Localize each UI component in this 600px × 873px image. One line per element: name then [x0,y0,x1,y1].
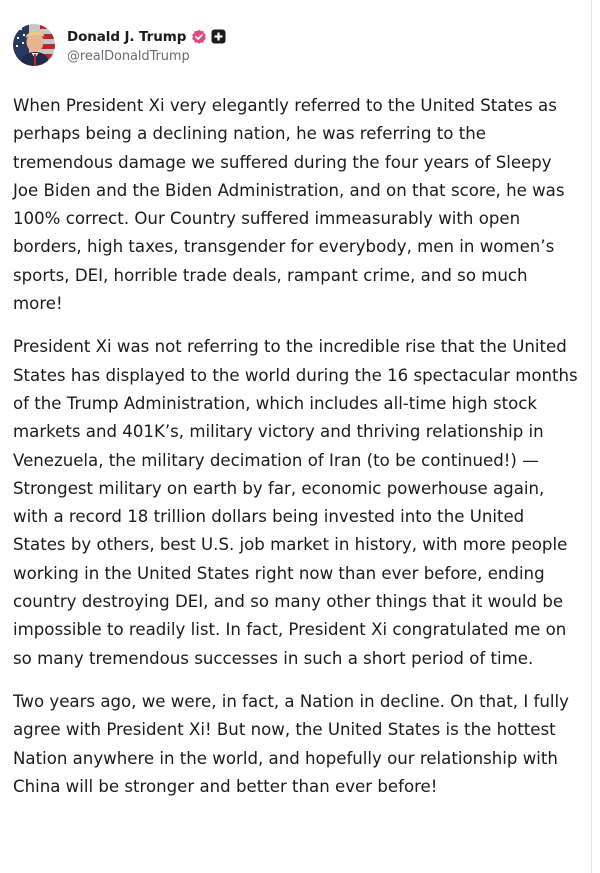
post-header [13,24,226,66]
author-names [67,27,226,64]
avatar[interactable] [13,24,55,66]
plus-square-icon [211,29,226,44]
post-paragraph: President Xi was not referring to the incredible rise that the United States has displayed to the world during the 16 spectacular months of the Trump Administration, which includes all-time high stock markets and 401K’s, military victory and thriving relationship in Venezuela, the military decimation of Iran (to be continued!) — Strongest military on earth by far, economic powerhouse again, with a record 18 trillion dollars being invested into the United States by others, best U.S. job market in history, with more people working in the United States right now than ever before, ending country destroying DEI, and so many other things that it would be impossible to readily list. In fact, President Xi congratulated me on so many tremendous successes in such a short period of time. [13,337,578,668]
post-paragraph: When President Xi very elegantly referred to the United States as perhaps being a declining nation, he was referring to the tremendous damage we suffered during the four years of Sleepy Joe Biden and the Biden Administration, and on that score, he was 100% correct. Our Country suffered immeasurably with open borders, high taxes, transgender for everybody, men in women’s sports, DEI, horrible trade deals, rampant crime, and so much more! [13,96,565,314]
display-name[interactable]: Donald J. Trump [67,28,187,45]
post-paragraph: Two years ago, we were, in fact, a Nation in decline. On that, I fully agree with President Xi! But now, the United States is the hottest Nation anywhere in the world, and hopefully our relationship with China will be stronger and better than ever before! [13,691,569,796]
name-row [67,27,226,47]
post-body [13,92,578,816]
verified-badge-icon [191,29,207,45]
author-handle[interactable]: @realDonaldTrump [67,48,190,64]
avatar-image [13,24,55,66]
